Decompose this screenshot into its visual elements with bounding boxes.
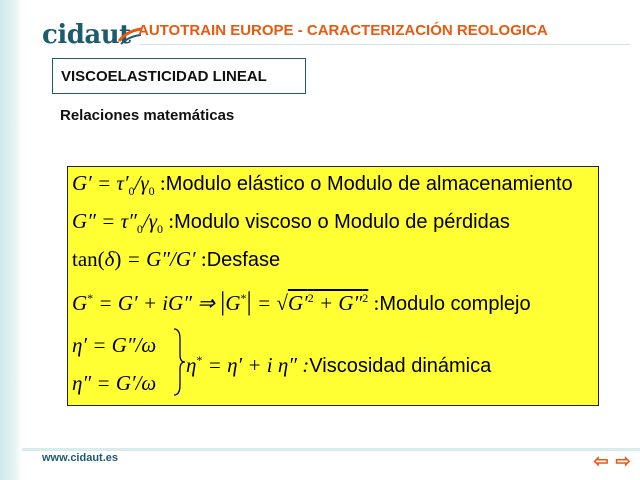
formula-eta-double-prime: η″ = G′/ω <box>72 371 157 395</box>
header-divider <box>140 44 630 45</box>
footer-divider <box>22 448 640 451</box>
formula-complex-modulus: G* = G′ + iG″ ⇒ $|G^*| = √G'^2 + G''^2$ :Modulo complejo <box>72 287 531 316</box>
formula-loss-modulus-desc: Modulo viscoso o Modulo de pérdidas <box>174 211 510 233</box>
formula-eta-prime: η′ = G″/ω <box>72 333 157 357</box>
footer-url-link[interactable]: www.cidaut.es <box>42 452 119 464</box>
formula-complex-modulus-desc: Modulo complejo <box>379 293 531 315</box>
formula-loss-modulus: $G'' = \tau''_0/\gamma_0$ :Modulo viscoso o Modulo de pérdidas <box>72 209 510 236</box>
header <box>0 0 640 50</box>
arrow-left-icon[interactable]: ⇦ <box>593 450 609 471</box>
arrow-right-icon[interactable]: ⇨ <box>615 450 631 471</box>
header-title: AUTOTRAIN EUROPE - CARACTERIZACIÓN REOLOGICA <box>138 22 548 39</box>
section-subtitle: Relaciones matemáticas <box>60 107 235 124</box>
formula-storage-modulus: $G' = \tau'_0/\gamma_0$ :Modulo elástico o Modulo de almacenamiento <box>72 171 573 198</box>
section-title-text: VISCOELASTICIDAD LINEAL <box>61 67 267 85</box>
formula-dynamic-viscosity: η* = η′ + i η″ :Viscosidad dinámica <box>186 353 492 377</box>
formula-storage-modulus-desc: Modulo elástico o Modulo de almacenamiento <box>165 173 573 195</box>
left-decorative-strip <box>0 0 22 480</box>
formula-phase-shift-desc: Desfase <box>206 249 281 271</box>
formula-phase-shift: tan(δ) = G″/G′ :Desfase <box>72 247 281 271</box>
right-brace-icon <box>172 327 186 397</box>
formula-dynamic-viscosity-desc: Viscosidad dinámica <box>309 355 492 377</box>
section-title <box>52 58 306 94</box>
cidaut-logo: cidaut <box>42 20 131 50</box>
formula-box <box>67 166 599 406</box>
